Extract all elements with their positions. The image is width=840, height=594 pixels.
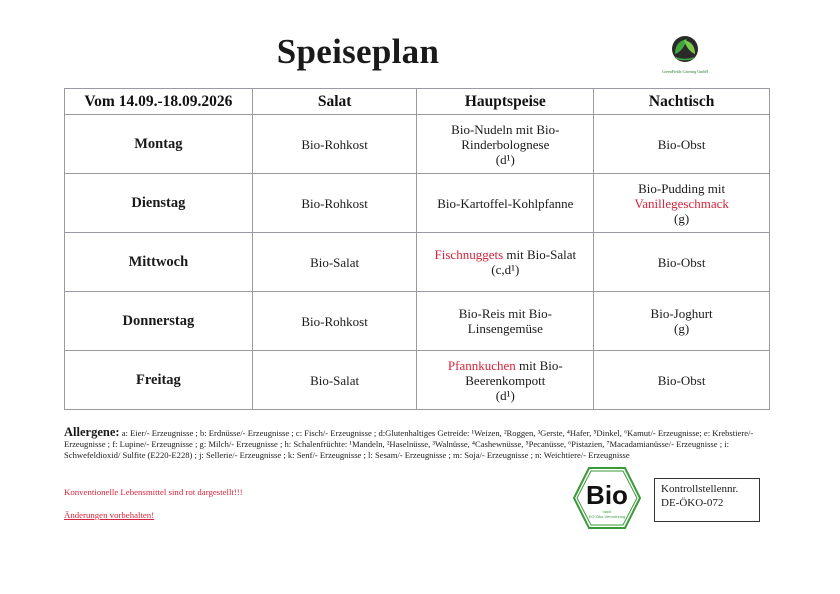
dish-line: mit Bio- xyxy=(515,357,563,373)
allergen-label: Allergene: xyxy=(64,425,120,439)
dish-line: Bio-Pudding mit xyxy=(638,180,726,196)
bio-seal-small2: EG-Öko-Verordnung xyxy=(588,514,626,519)
nachtisch-cell xyxy=(594,292,770,351)
allergen-code: (g) xyxy=(674,321,690,336)
hauptspeise-cell xyxy=(417,292,594,351)
dish-line: Linsengemüse xyxy=(467,321,543,336)
conventional-note: Konventionelle Lebensmittel sind rot dargestellt!!! xyxy=(64,487,243,497)
table-row xyxy=(65,115,770,174)
control-number: DE-ÖKO-072 xyxy=(661,497,724,509)
hauptspeise-cell: Bio-Kartoffel-Kohlpfanne xyxy=(417,174,594,233)
header-hauptspeise: Hauptspeise xyxy=(417,89,594,115)
dish-line: Bio-Reis mit Bio- xyxy=(458,306,552,321)
nachtisch-cell xyxy=(594,174,770,233)
allergen-code: (d¹) xyxy=(495,151,515,167)
dish-line: Rinderbolognese xyxy=(461,136,550,152)
dish-line: Bio-Nudeln mit Bio- xyxy=(451,121,560,137)
allergen-code: (d¹) xyxy=(495,387,515,403)
bio-seal-word: Bio xyxy=(586,480,628,510)
menu-table xyxy=(64,88,770,410)
table-row xyxy=(65,174,770,233)
logo-caption: GreenFields Catering GmbH xyxy=(661,69,709,74)
header-nachtisch: Nachtisch xyxy=(594,89,770,115)
nachtisch-cell: Bio-Obst xyxy=(594,233,770,292)
table-row xyxy=(65,351,770,410)
allergen-code: (c,d¹) xyxy=(491,262,520,277)
allergen-code: (g) xyxy=(674,210,690,226)
salat-cell: Bio-Rohkost xyxy=(252,174,417,233)
table-row xyxy=(65,292,770,351)
day-cell: Montag xyxy=(65,115,253,174)
bio-seal xyxy=(572,466,642,530)
dish-line: mit Bio-Salat xyxy=(503,247,577,262)
conventional-item: Vanillegeschmack xyxy=(634,195,729,211)
header-week-range: Vom 14.09.-18.09.2026 xyxy=(65,89,253,115)
company-logo xyxy=(660,34,710,74)
table-row xyxy=(65,233,770,292)
hauptspeise-cell xyxy=(417,115,594,174)
day-cell: Mittwoch xyxy=(65,233,253,292)
hauptspeise-cell xyxy=(417,233,594,292)
bio-seal-icon xyxy=(572,466,642,530)
allergen-text: a: Eier/- Erzeugnisse ; b: Erdnüsse/- Erzeugnisse ; c: Fisch/- Erzeugnisse ; d:Glutenhaltiges Getreide: ¹Weizen, ²Roggen, ³Gerste, ⁴Hafer, ⁵Dinkel, ⁶Kamut/- Erzeugnisse; e: Krebstiere/- Erzeugnisse ; f: Lupine/- Erzeugnisse ; g: Milch/- Erzeugnisse ; h: Schalenfrüchte: ¹Mandeln, ²Haselnüsse, ³Walnüsse, ⁴Cashewnüsse, ⁵Pecanüsse, ⁶Pistazien, ⁷Macadamianüsse/- Erzeugnisse ; i: Schwefeldioxid/ Sulfite (E220-E228) ; j: Sellerie/- Erzeugnisse ; k: Senf/- Erzeugnisse ; l: Sesam/- Erzeugnisse ; m: Soja/- Erzeugnisse ; n: Weichtiere/- Erzeugnisse xyxy=(64,428,754,460)
nachtisch-cell: Bio-Obst xyxy=(594,115,770,174)
table-header-row xyxy=(65,89,770,115)
salat-cell: Bio-Salat xyxy=(252,351,417,410)
bio-seal-small1: nach xyxy=(602,509,612,514)
control-label: Kontrollstellennr. xyxy=(661,483,739,495)
changes-note: Änderungen vorbehalten! xyxy=(64,510,155,520)
dish-line: Bio-Joghurt xyxy=(650,306,713,321)
header-salat: Salat xyxy=(252,89,417,115)
control-body-box xyxy=(654,478,760,522)
day-cell: Freitag xyxy=(65,351,253,410)
allergen-legend xyxy=(64,427,776,461)
leaf-logo-icon xyxy=(665,34,705,64)
salat-cell: Bio-Rohkost xyxy=(252,292,417,351)
nachtisch-cell: Bio-Obst xyxy=(594,351,770,410)
salat-cell: Bio-Rohkost xyxy=(252,115,417,174)
day-cell: Donnerstag xyxy=(65,292,253,351)
day-cell: Dienstag xyxy=(65,174,253,233)
dish-line: Beerenkompott xyxy=(465,372,546,388)
page-title: Speiseplan xyxy=(276,32,440,71)
conventional-item: Fischnuggets xyxy=(434,247,504,262)
conventional-item: Pfannkuchen xyxy=(447,357,516,373)
salat-cell: Bio-Salat xyxy=(252,233,417,292)
hauptspeise-cell xyxy=(417,351,594,410)
